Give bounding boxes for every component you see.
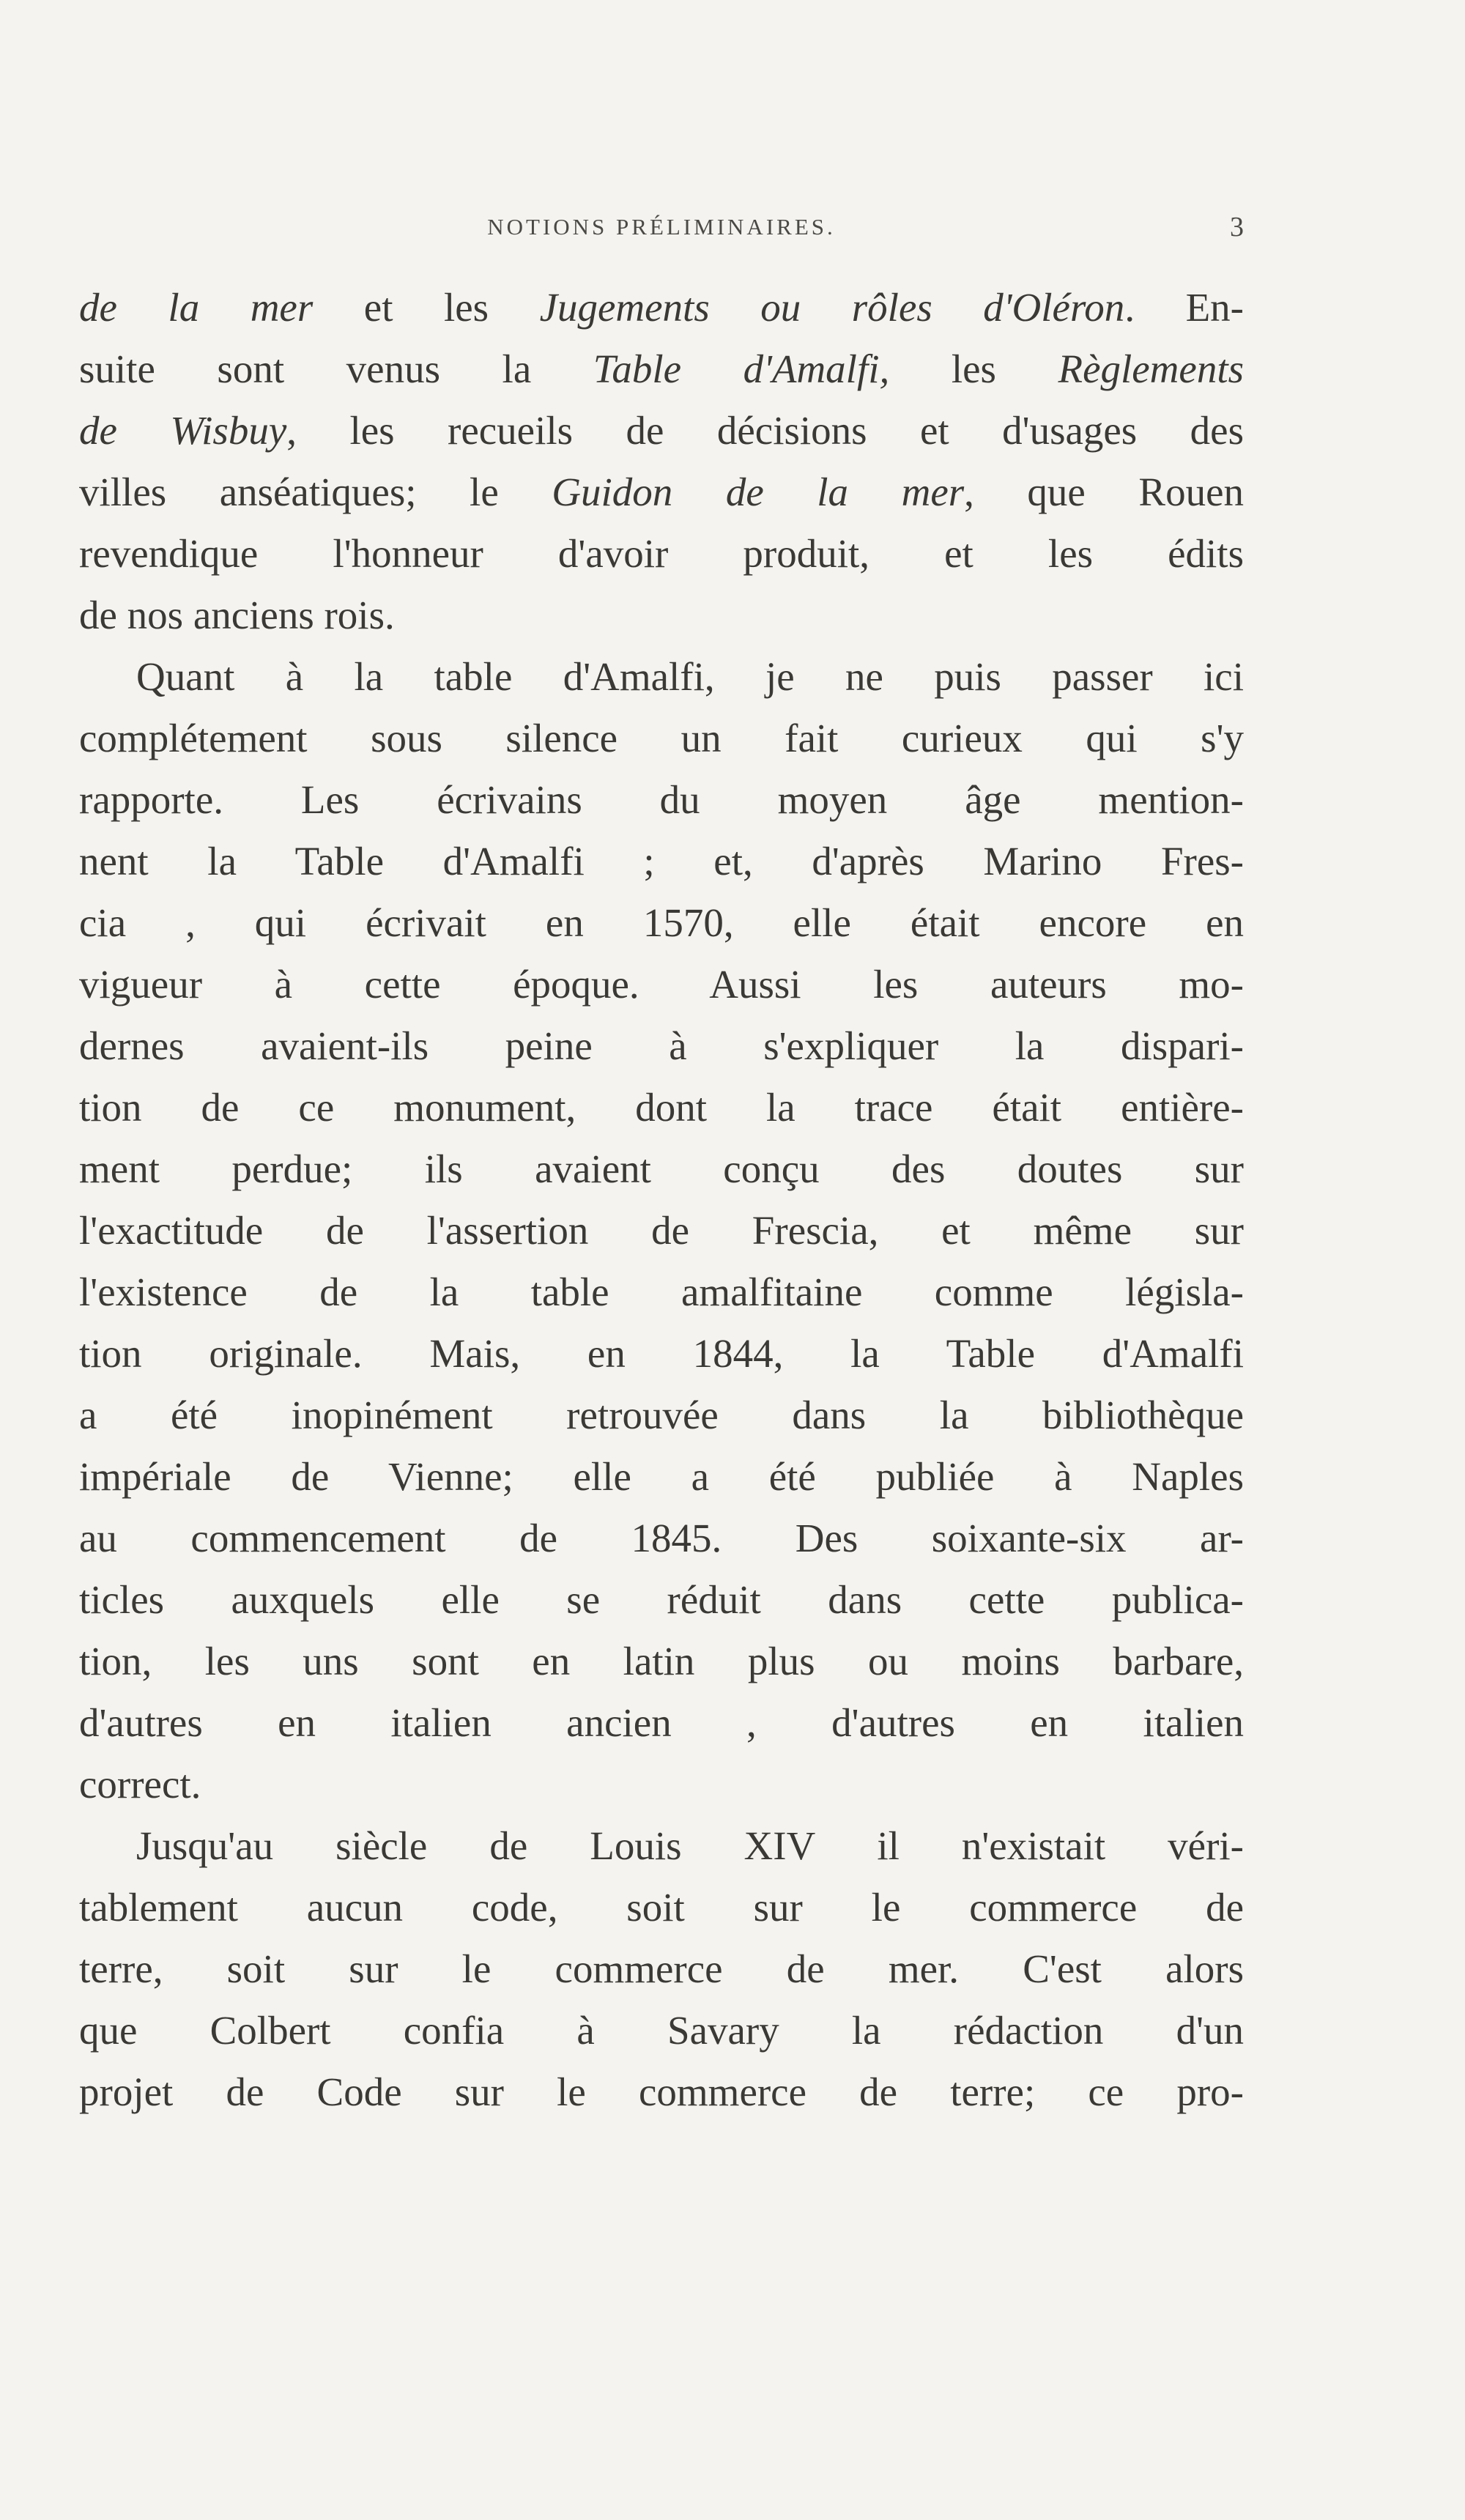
text-run: villes anséatiques; le — [79, 470, 552, 514]
text-run: les — [889, 346, 1058, 391]
text-line: l'existence de la table amalfitaine comme législa- — [79, 1270, 1244, 1314]
italic-phrase: de la mer — [79, 285, 314, 330]
text-run: , les recueils de décisions et d'usages des — [286, 408, 1244, 453]
text-line — [79, 400, 1244, 462]
text-line — [79, 462, 1244, 523]
text-line: que Colbert confia à Savary la rédaction d'un — [79, 2008, 1244, 2053]
text-line: impériale de Vienne; elle a été publiée à Naples — [79, 1454, 1244, 1499]
text-line: projet de Code sur le commerce de terre; ce pro- — [79, 2069, 1244, 2114]
text-line: tablement aucun code, soit sur le commerce de — [79, 1885, 1244, 1930]
text-line: de nos anciens rois. — [79, 593, 395, 637]
text-line: vigueur à cette époque. Aussi les auteurs mo- — [79, 962, 1244, 1007]
running-head-title: NOTIONS PRÉLIMINAIRES. — [487, 214, 836, 240]
text-line — [79, 277, 1244, 338]
text-line: ticles auxquels elle se réduit dans cette publica- — [79, 1577, 1244, 1622]
text-line: tion, les uns sont en latin plus ou moins barbare, — [79, 1639, 1244, 1683]
italic-phrase: Guidon de la mer — [552, 470, 965, 514]
text-line — [79, 338, 1244, 400]
text-line: nent la Table d'Amalfi ; et, d'après Marino Fres- — [79, 839, 1244, 883]
text-run: . En- — [1124, 285, 1244, 330]
text-line: complétement sous silence un fait curieux qui s'y — [79, 716, 1244, 760]
text-line: Jusqu'au siècle de Louis XIV il n'existait véri- — [136, 1823, 1244, 1868]
running-head — [79, 214, 1244, 243]
italic-phrase: Règlements — [1058, 346, 1244, 391]
text-line: revendique l'honneur d'avoir produit, et les édits — [79, 531, 1244, 576]
text-run: et les — [313, 285, 540, 330]
text-line: rapporte. Les écrivains du moyen âge mention- — [79, 777, 1244, 822]
text-line: Quant à la table d'Amalfi, je ne puis passer ici — [136, 654, 1244, 699]
text-line: dernes avaient-ils peine à s'expliquer la dispari- — [79, 1023, 1244, 1068]
text-line: cia , qui écrivait en 1570, elle était encore en — [79, 900, 1244, 945]
italic-phrase: Table d'Amalfi, — [593, 346, 890, 391]
italic-phrase: de Wisbuy — [79, 408, 287, 453]
text-line: terre, soit sur le commerce de mer. C'est alors — [79, 1946, 1244, 1991]
text-line: ment perdue; ils avaient conçu des doutes sur — [79, 1146, 1244, 1191]
text-line: correct. — [79, 1762, 201, 1806]
text-line: l'exactitude de l'assertion de Frescia, et même sur — [79, 1208, 1244, 1253]
body-text — [79, 277, 1244, 2123]
text-run: , que Rouen — [964, 470, 1244, 514]
italic-phrase: Jugements ou rôles d'Oléron — [539, 285, 1125, 330]
text-line: d'autres en italien ancien , d'autres en italien — [79, 1700, 1244, 1745]
text-run: suite sont venus la — [79, 346, 593, 391]
text-line: tion originale. Mais, en 1844, la Table d'Amalfi — [79, 1331, 1244, 1376]
text-line: au commencement de 1845. Des soixante-six ar- — [79, 1516, 1244, 1560]
page-number: 3 — [1230, 212, 1244, 242]
text-line: a été inopinément retrouvée dans la bibliothèque — [79, 1393, 1244, 1437]
text-line: tion de ce monument, dont la trace était entière- — [79, 1085, 1244, 1130]
